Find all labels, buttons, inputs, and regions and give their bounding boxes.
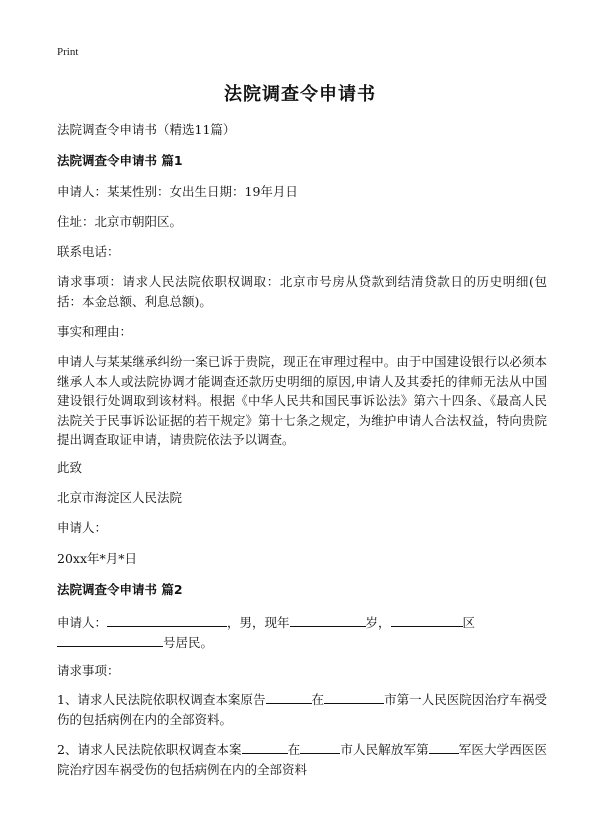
item1-plaintiff-blank[interactable] xyxy=(266,691,312,704)
item2-city-blank[interactable] xyxy=(300,741,340,754)
age-blank[interactable] xyxy=(290,614,366,627)
item2-text-d: 军医大学西医医院治疗因车祸受伤的包括病例在内的全部资料 xyxy=(57,742,547,777)
item2-unit-blank[interactable] xyxy=(429,741,459,754)
item2-text-c: 市人民解放军第 xyxy=(340,742,429,757)
section1-salutation: 此致 xyxy=(57,460,83,475)
section1-facts-label: 事实和理由： xyxy=(57,324,133,339)
section1-applicant: 申请人：某某性别：女出生日期：19年月日 xyxy=(57,184,298,199)
page-title: 法院调查令申请书 xyxy=(224,84,376,105)
applicant-label: 申请人： xyxy=(57,615,108,630)
item2-party-blank[interactable] xyxy=(242,741,288,754)
document-subtitle: 法院调查令申请书（精选11篇） xyxy=(57,122,236,137)
section1-facts: 申请人与某某继承纠纷一案已诉于贵院，现正在审理过程中。由于中国建设银行以必须本继承人本人或法院协调才能调查还款历史明细的原因,申请人及其委托的律师无法从中国建设银行处调取到该材料。根据《中华人民共和国民事诉讼法》第六十四条、《最高人民法院关于民事诉讼证据的若干规定》第十七条之规定，为维护申请人合法权益，特向贵院提出调查取证申请，请贵院依法予以调查。 xyxy=(57,354,547,447)
item1-text-a: 1、请求人民法院依职权调查本案原告 xyxy=(57,692,266,707)
section2-item-2 xyxy=(57,740,547,779)
section2-applicant xyxy=(57,613,547,652)
section2-request-label: 请求事项： xyxy=(57,663,120,678)
section1-court: 北京市海淀区人民法院 xyxy=(57,490,183,505)
print-label[interactable]: Print xyxy=(57,46,79,58)
item2-text-a: 2、请求人民法院依职权调查本案 xyxy=(57,742,242,757)
age-unit-text: 岁， xyxy=(365,615,391,630)
section1-phone: 联系电话： xyxy=(57,244,120,259)
item2-text-b: 在 xyxy=(287,742,301,757)
section1-request: 请求事项：请求人民法院依职权调取：北京市号房从贷款到结清贷款日的历史明细(包括：本金总额、利息总额)。 xyxy=(57,274,547,309)
item1-city-blank[interactable] xyxy=(324,691,384,704)
section1-date: 20xx年*月*日 xyxy=(57,551,138,566)
residence-blank[interactable] xyxy=(57,634,163,647)
district-text: 区 xyxy=(462,615,476,630)
section1-address: 住址：北京市朝阳区。 xyxy=(57,214,183,229)
section2-heading: 法院调查令申请书 篇2 xyxy=(57,582,183,597)
name-blank[interactable] xyxy=(107,614,227,627)
item1-text-b: 在 xyxy=(311,692,325,707)
gender-age-text: ，男，现年 xyxy=(227,615,290,630)
district-blank[interactable] xyxy=(391,614,463,627)
section2-item-1 xyxy=(57,690,547,729)
residence-text: 号居民。 xyxy=(163,634,214,650)
section1-heading: 法院调查令申请书 篇1 xyxy=(57,153,183,168)
section1-applicant-sign: 申请人： xyxy=(57,520,108,535)
item1-text-c: 市第一人民医院因治疗车祸受伤的包括病例在内的全部资料。 xyxy=(57,692,547,727)
